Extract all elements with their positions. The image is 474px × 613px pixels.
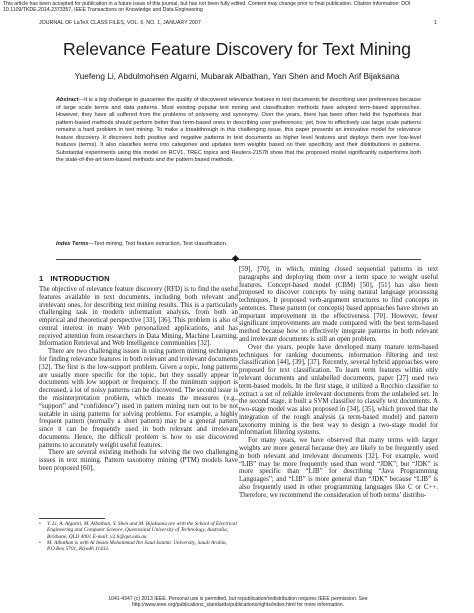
- index-terms-label: Index Terms: [56, 241, 89, 247]
- paragraph: [59], [70], in which, mining closed sequential patterns in text paragraphs and deploying them over a term space to weight useful features. Concept-based model (CBM) [50], [51] has also been proposed to discover concepts by using natural language processing techniques. It proposed verb-argument structures to find concepts in sentences. These pattern (or concepts) based approaches have shown an important improvement in the effectiveness [70]. However, fewer significant improvements are made compared with the best term-based method because how to effectively integrate patterns in both relevant and irrelevant documents is still an open problem.: [239, 266, 438, 344]
- section-title: INTRODUCTION: [50, 274, 110, 283]
- footnote-rule: [39, 518, 105, 519]
- footnote-text: M. Albathan is with Al Imam Mohammad Ibn Saud Islamic University, Saudi Arabia, P.O.Box 5701, Riyadh 11432.: [47, 539, 227, 553]
- index-terms-text: —Text mining, Text feature extraction, Text classification.: [88, 241, 228, 247]
- section-number: 1: [39, 274, 44, 283]
- publication-notice: This article has been accepted for publication in a future issue of this journal, but has not been fully edited. Content may change prior to final publication. Citation information: DOI 10.1109/TKDE.2014.2373357, IEEE Transactions on Knowledge and Data Engineering: [3, 1, 411, 14]
- journal-running-head: JOURNAL OF LaTeX CLASS FILES, VOL. 6, NO. 1, JANUARY 2007: [39, 20, 201, 26]
- footnote-text: Y. Li, A. Algarni, M. Albathan, Y. Shen and M. Bijaksana are with the School of Electrical Engineering and Computer Science, Queensland University of Technology, Australia, Brisbane, QLD 4001 E-mail: y2.li@qut.edu.au: [47, 521, 237, 540]
- paragraph: The objective of relevance feature discovery (RFD) is to find the useful features available in text documents, including both relevant and irrelevant ones, for describing text mining results. This is a particularly challenging task in modern information analysis, from both an empirical and theoretical perspective [33], [36]. This problem is also of central interest in many Web personalized applications, and has received attention from researchers in Data Mining, Machine Learning, Information Retrieval and Web Intelligence communities [32].: [39, 286, 238, 348]
- paragraph: There are several existing methods for solving the two challenging issues in text mining. Pattern taxonomy mining (PTM) models have been proposed [60],: [39, 449, 238, 472]
- bullet-icon: •: [39, 539, 41, 546]
- paper-title: Relevance Feature Discovery for Text Mining: [63, 39, 411, 59]
- bullet-icon: •: [39, 521, 41, 527]
- right-column: [239, 266, 438, 499]
- footnotes: [39, 521, 238, 552]
- abstract-label: Abstract: [56, 97, 79, 103]
- section-divider: [56, 259, 421, 260]
- paragraph: For many years, we have observed that many terms with larger weights are more general because they are likely to be frequently used in both relevant and irrelevant documents [32]. For example, word “LIB” may be more frequently used than word “JDK”; but “JDK” is more specific than “LIB” for describing “Java Programming Languages”; and “LIB” is more general than “JDK” because “LIB” is also frequently used in other programming languages like C or C++. Therefore, we recommend the consideration of both terms’ distribu-: [239, 437, 438, 499]
- footnote: [39, 521, 238, 540]
- copyright-notice: 1041-4347 (c) 2013 IEEE. Personal use is permitted, but republication/redistribution requires IEEE permission. See http://www.ieee.org/publications_standards/publications/rights/index.html for more information.: [108, 596, 368, 609]
- footnote: [39, 540, 238, 553]
- index-terms: [56, 241, 421, 249]
- running-header: [39, 19, 437, 27]
- abstract: [56, 97, 421, 165]
- paragraph: Over the years, people have developed many mature term-based techniques for ranking documents, information filtering and text classification [44], [39], [37]. Recently, several hybrid approaches were proposed for text classification. To learn term features within only relevant documents and unlabelled documents, paper [27] used two term-based models. In the first stage, it utilized a Rocchio classifier to extract a set of reliable irrelevant documents from the unlabeled set. In the second stage, it built a SVM classifier to classify text documents. A two-stage model was also proposed in [34], [35], which proved that the integration of the rough analysis (a term-based model) and pattern taxonomy mining is the best way to design a two-stage model for information filtering systems.: [239, 343, 438, 437]
- author-list: Yuefeng Li, Abdulmohsen Algarni, Mubarak Albathan, Yan Shen and Moch Arif Bijaksana: [74, 71, 400, 81]
- left-column: [39, 266, 238, 473]
- page-number: 1: [434, 20, 437, 26]
- paragraph: There are two challenging issues in using pattern mining techniques for finding relevance features in both relevant and irrelevant documents [32]. The first is the low-support problem. Given a topic, long patterns are usually more specific for the topic, but they usually appear in documents with low support or frequency. If the minimum support is decreased, a lot of noisy patterns can be discovered. The second issue is the misinterpretation problem, which means the measures (e.g., “support” and “confidence”) used in pattern mining turn out to be not suitable in using patterns for solving problems. For example, a highly frequent pattern (normally a short pattern) may be a general pattern since it can be frequently used in both relevant and irrelevant documents. Hence, the difficult problem is how to use discovered patterns to accurately weight useful features.: [39, 348, 238, 449]
- divider-diamond-icon: [232, 254, 239, 261]
- section-heading: [39, 274, 238, 283]
- abstract-text: —It is a big challenge to guarantee the quality of discovered relevance features in text documents for describing user preferences because of large scale terms and data patterns. Most existing popular text mining and classification methods have adopted term-based approaches. However, they have all suffered from the problems of polysemy and synonymy. Over the years, there has been often held the hypothesis that pattern-based methods should perform better than term-based ones in describing user preferences; yet, how to effectively use large scale patterns remains a hard problem in text mining. To make a breakthrough in this challenging issue, this paper presents an innovative model for relevance feature discovery. It discovers both positive and negative patterns in text documents as higher level features and deploys them over low-level features (terms). It also classifies terms into categories and updates term weights based on their specificity and their distributions in patterns. Substantial experiments using this model on RCV1, TREC topics and Reuters-21578 show that the proposed model significantly outperforms both the state-of-the-art term-based methods and the pattern based methods.: [56, 97, 421, 164]
